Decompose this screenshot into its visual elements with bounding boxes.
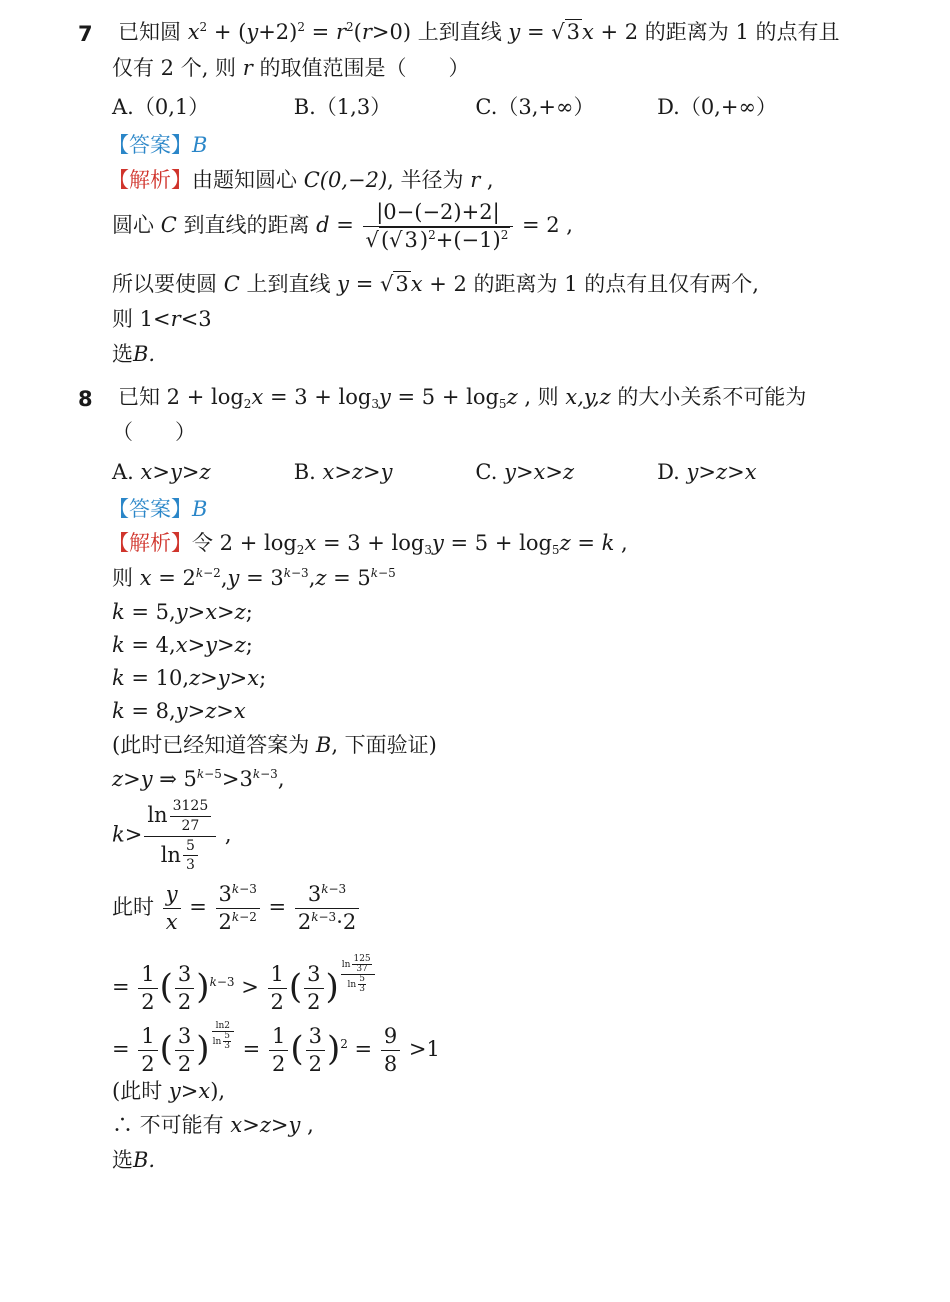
q8-option-a: A. x>y>z (112, 460, 211, 484)
q7-analysis-line-1: 【解析】由题知圆心 C(0,−2), 半径为 r , (108, 168, 494, 192)
q8-analysis-line-1: 【解析】令 $2 + \log_2x = 3 + \log_3y = 5 + \log_5z = k$ , (108, 531, 628, 557)
q7-stem-line-1: 已知圆 $x^2 + (y+2)^2 = r^2(r>0)$ 上到直线 y = √3x + 2 的距离为 1 的点有且 (118, 20, 840, 44)
q8-ineq-k: k> ln $\frac{3125}{27}$ ln $\frac{5}{3}$ , (112, 798, 232, 874)
q7-stem-line-2: 仅有 2 个, 则 r 的取值范围是（ ） (112, 56, 470, 80)
q7-answer: 【答案】B (108, 133, 208, 157)
q8-note-2: (此时 y>x), (112, 1079, 226, 1103)
q7-analysis-distance: 圆心 C 到直线的距离 d = $\frac{|0-(-2)+2|}{√(√3)^2+(-1)^2}$ = 2 , (112, 200, 573, 253)
q7-options (112, 95, 832, 120)
q8-therefore: ∴ 不可能有 x>z>y , (112, 1113, 314, 1137)
q8-options (112, 460, 832, 485)
question-8-number: 8 (78, 387, 93, 411)
q8-case-k5: k = 5,y>x>z; (112, 600, 253, 624)
q8-option-b: B. x>z>y (293, 460, 393, 484)
q8-ratio-step-2: = $\frac{1}{2}$ ( $\frac{3}{2}$ )$^{k-3}$ > $\frac{1}{2}$ ( $\frac{3}{2}$ ) ln $\frac{125}{37}$ ln $\frac{5}{3}$ (112, 955, 377, 1015)
q8-stem-line-2: （ ） (112, 420, 196, 444)
q7-analysis-line-3: 所以要使圆 C 上到直线 y = √3x + 2 的距离为 1 的点有且仅有两个, (112, 272, 759, 296)
q7-analysis-line-5: 选B. (112, 342, 156, 366)
q8-case-k8: k = 8,y>z>x (112, 699, 246, 723)
q8-option-d: D. y>z>x (657, 460, 757, 484)
question-7-number: 7 (78, 22, 93, 46)
q8-note-1: (此时已经知道答案为 B, 下面验证) (112, 733, 437, 757)
q7-analysis-line-4: 则 1<r<3 (112, 307, 212, 331)
q8-answer: 【答案】B (108, 497, 208, 521)
q7-option-b: B.（1,3） (293, 95, 392, 119)
q8-ineq-1: z>y ⇒ $5^{k-5}>3^{k-3}$, (112, 767, 285, 791)
q7-option-a: A.（0,1） (112, 95, 210, 119)
q8-option-c: C. y>x>z (475, 460, 575, 484)
q8-ratio: 此时 $\frac{y}{x}$ = $\frac{3^{k-3}}{2^{k-2}}$ = $\frac{3^{k-3}}{2^{k-3}\cdot 2}$ (112, 882, 361, 935)
q7-option-c: C.（3,+∞） (475, 95, 595, 119)
q8-analysis-line-2: 则 $x = 2^{k-2},y = 3^{k-3},z = 5^{k-5}$ (112, 566, 396, 590)
q7-option-d: D.（0,+∞） (657, 95, 777, 119)
q8-stem-line-1: 已知 $2 + \log_2x = 3 + \log_3y = 5 + \log_5z$ , 则 x,y,z 的大小关系不可能为 (118, 385, 807, 411)
q8-ratio-step-3: = $\frac{1}{2}$ ( $\frac{3}{2}$ ) ln2 ln $\frac{5}{3}$ = $\frac{1}{2}$ ( $\frac{3}{2}$ )$^2$ = $\frac{9}{8}$ >1 (112, 1021, 440, 1076)
q8-choose: 选B. (112, 1148, 156, 1172)
q8-case-k4: k = 4,x>y>z; (112, 633, 253, 657)
q8-case-k10: k = 10,z>y>x; (112, 666, 267, 690)
